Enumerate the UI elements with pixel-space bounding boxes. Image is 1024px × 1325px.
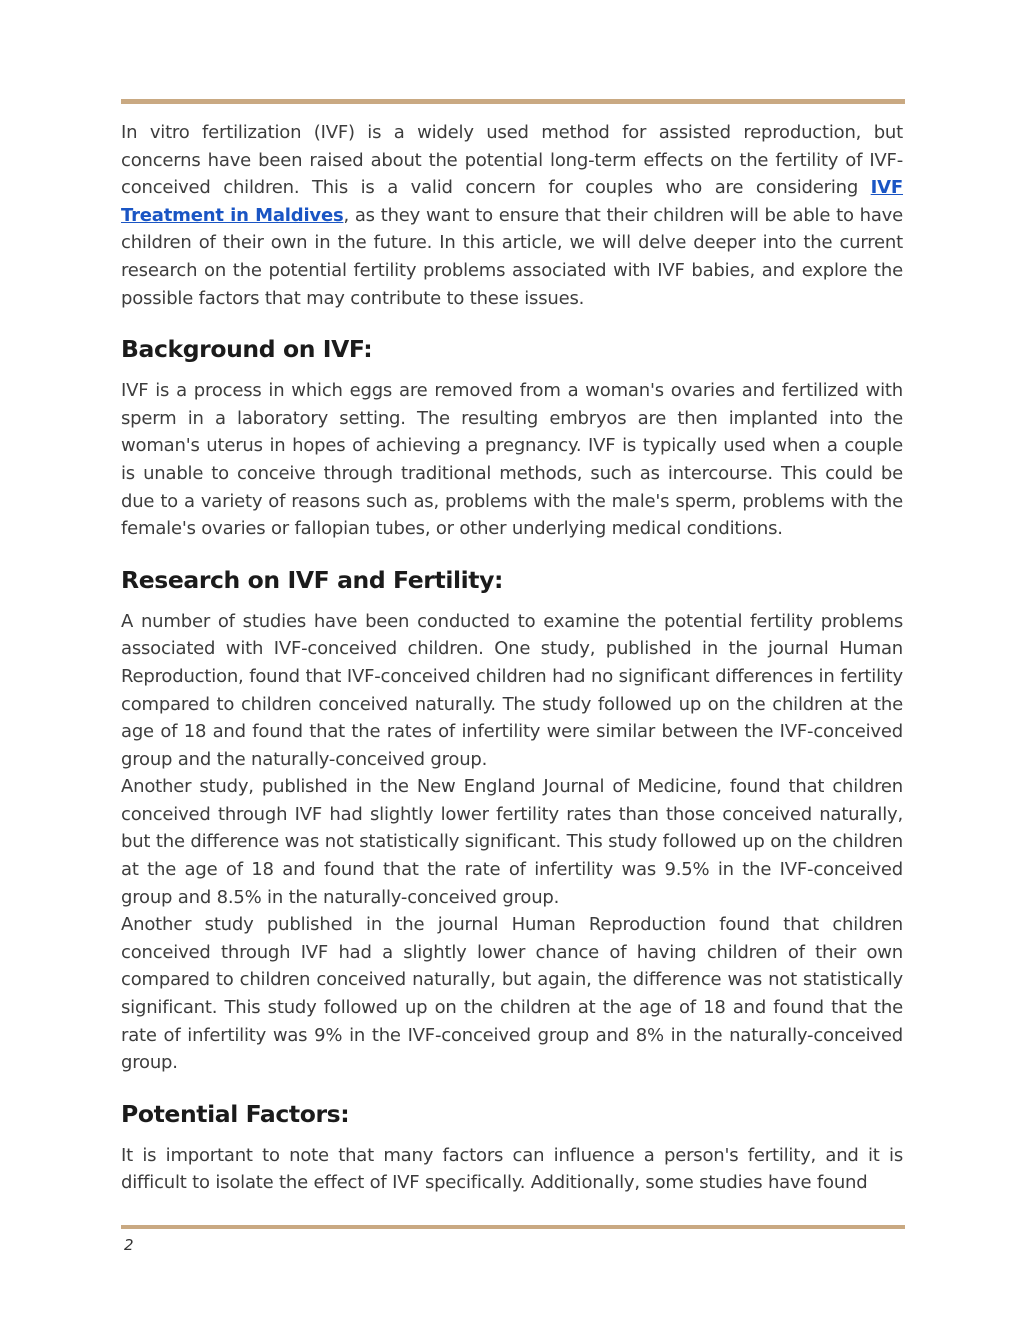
research-paragraph-1: A number of studies have been conducted to examine the potential fertility problems associated with IVF-conceived children. One study, published in the journal Human Reproduction, found that IVF-conceived children had no significant differences in fertility compared to children conceived naturally. The study followed up on the children at the age of 18 and found that the rates of infertility were similar between the IVF-conceived group and the naturally-conceived group. [121, 610, 903, 770]
bottom-divider [121, 1225, 905, 1229]
intro-text-before-link: In vitro fertilization (IVF) is a widely used method for assisted reproduction, but concerns have been raised about the potential long-term effects on the fertility of IVF-conceived children. This is a valid concern for couples who are considering [121, 122, 903, 199]
research-paragraph-2: Another study, published in the New England Journal of Medicine, found that children conceived through IVF had slightly lower fertility rates than those conceived naturally, but the difference was not statistically significant. This study followed up on the children at the age of 18 and found that the rate of infertility was 9.5% in the IVF-conceived group and 8.5% in the naturally-conceived group. [121, 776, 903, 908]
page-number: 2 [124, 1236, 134, 1254]
heading-potential-factors: Potential Factors: [121, 1099, 350, 1128]
ivf-treatment-link[interactable]: IVF Treatment in Maldives [121, 177, 903, 226]
background-paragraph: IVF is a process in which eggs are removed from a woman's ovaries and fertilized with sperm in a laboratory setting. The resulting embryos are then implanted into the woman's uterus in hopes of achieving a pregnancy. IVF is typically used when a couple is unable to conceive through traditional methods, such as intercourse. This could be due to a variety of reasons such as, problems with the male's sperm, problems with the female's ovaries or fallopian tubes, or other underlying medical conditions. [121, 380, 903, 540]
factors-paragraph: It is important to note that many factors can influence a person's fertility, and it is difficult to isolate the effect of IVF specifically. Additionally, some studies have found [121, 1144, 903, 1194]
document-body [121, 119, 903, 1197]
intro-paragraph [121, 119, 903, 312]
intro-text-after-link: , as they want to ensure that their children will be able to have children of their own in the future. In this article, we will delve deeper into the current research on the potential fertility problems associated with IVF babies, and explore the possible factors that may contribute to these issues. [121, 204, 903, 309]
top-divider [121, 99, 905, 104]
research-paragraph-3: Another study published in the journal Human Reproduction found that children conceived through IVF had a slightly lower chance of having children of their own compared to children conceived naturally, but again, the difference was not statistically significant. This study followed up on the children at the age of 18 and found that the rate of infertility was 9% in the IVF-conceived group and 8% in the naturally-conceived group. [121, 914, 903, 1074]
heading-background: Background on IVF: [121, 335, 373, 364]
heading-research: Research on IVF and Fertility: [121, 565, 504, 594]
